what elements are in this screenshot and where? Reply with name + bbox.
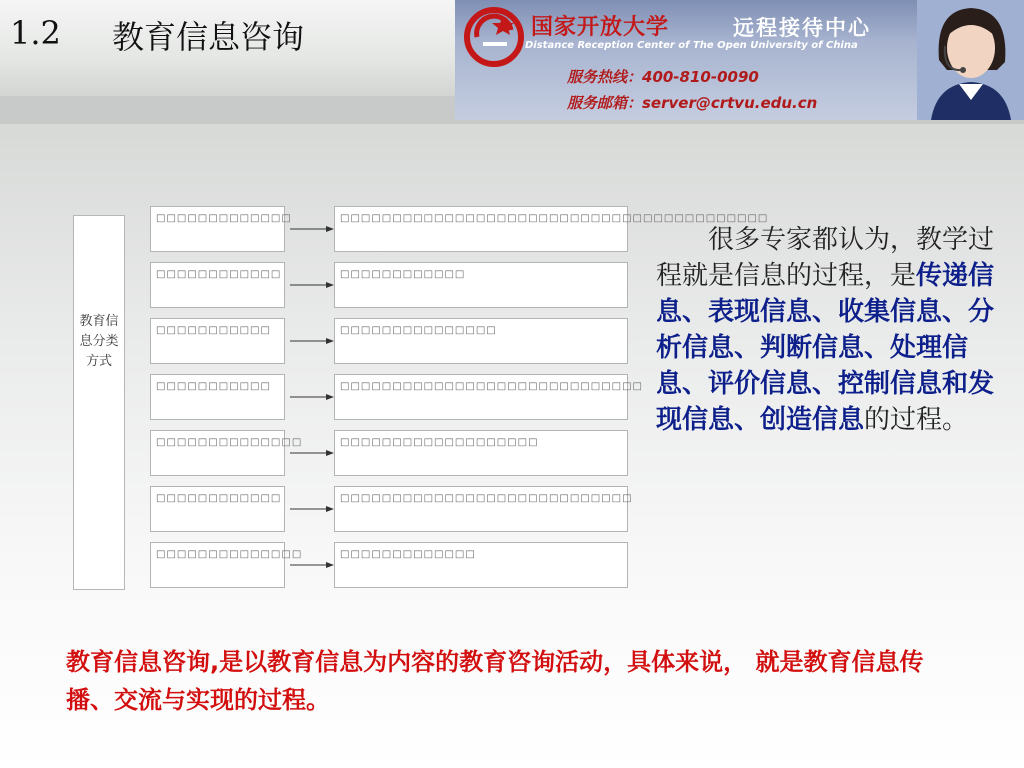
center-english-name: Distance Reception Center of The Open University of China [525, 40, 858, 51]
category-box: □□□□□□□□□□□□□□ [150, 430, 285, 476]
email-text: 服务邮箱：server@crtvu.edu.cn [567, 94, 818, 112]
category-detail-box: □□□□□□□□□□□□□□□□□□□ [334, 430, 628, 476]
section-number: 1.2 [10, 14, 61, 52]
category-box: □□□□□□□□□□□□□ [150, 206, 285, 252]
category-box: □□□□□□□□□□□ [150, 318, 285, 364]
definition-text: 教育信息咨询,是以教育信息为内容的教育咨询活动，具体来说， 就是教育信息传播、交流与实现的过程。 [66, 648, 924, 714]
arrowhead-icon [326, 506, 334, 512]
category-detail-box: □□□□□□□□□□□□ [334, 262, 628, 308]
category-box: □□□□□□□□□□□ [150, 374, 285, 420]
category-box: □□□□□□□□□□□□ [150, 486, 285, 532]
paragraph-emphasis: 传递信息、表现信息、收集信息、分析信息、判断信息、处理信息、评价信息、控制信息和发现信息、创造信息 [656, 261, 995, 435]
arrowhead-icon [326, 394, 334, 400]
arrowhead-icon [326, 226, 334, 232]
category-box: □□□□□□□□□□□□ [150, 262, 285, 308]
category-detail-box: □□□□□□□□□□□□□□□ [334, 318, 628, 364]
classification-root-label: 教育信息分类方式 [79, 314, 119, 369]
arrowhead-icon [326, 450, 334, 456]
center-name: 远程接待中心 [733, 16, 871, 40]
category-detail-box: □□□□□□□□□□□□□□□□□□□□□□□□□□□□□ [334, 374, 628, 420]
arrowhead-icon [326, 282, 334, 288]
paragraph-tail: 的过程。 [864, 405, 969, 435]
category-box: □□□□□□□□□□□□□□ [150, 542, 285, 588]
explanation-paragraph [656, 222, 1002, 438]
slide-title: 教育信息咨询 [112, 18, 305, 56]
paragraph-lead: 很多专家都认为，教学过程就是信息的过程，是 [656, 225, 995, 291]
arrowhead-icon [326, 562, 334, 568]
category-detail-box: □□□□□□□□□□□□□ [334, 542, 628, 588]
arrowhead-icon [326, 338, 334, 344]
school-name: 国家开放大学 [531, 15, 670, 40]
category-detail-box: □□□□□□□□□□□□□□□□□□□□□□□□□□□□□□□□□□□□□□□□□ [334, 206, 628, 252]
category-detail-box: □□□□□□□□□□□□□□□□□□□□□□□□□□□□ [334, 486, 628, 532]
hotline-text: 服务热线：400-810-0090 [567, 68, 759, 86]
